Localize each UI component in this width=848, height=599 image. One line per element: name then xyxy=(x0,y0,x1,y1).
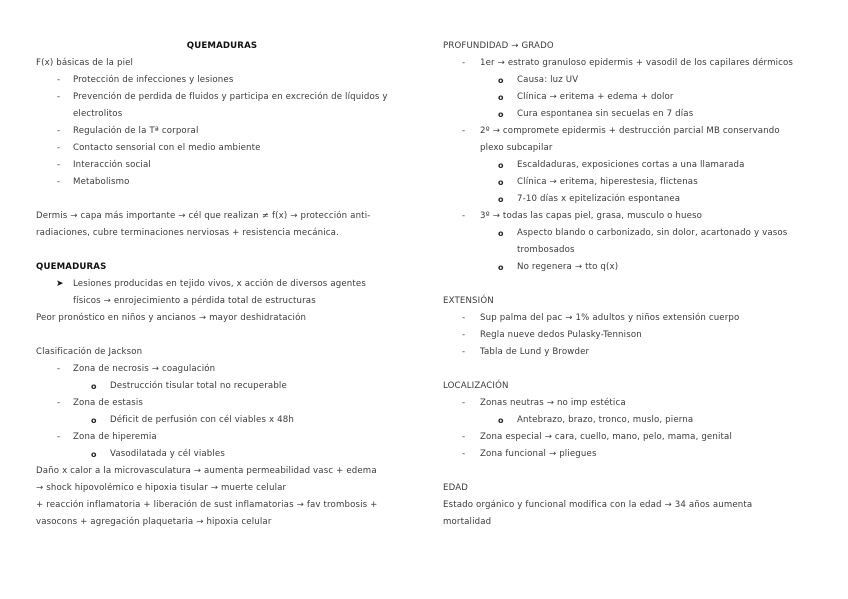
extension-item-2: - Regla nueve dedos Pulasky-Tennison xyxy=(443,327,815,344)
zona-estasis: - Zona de estasis xyxy=(36,395,408,412)
grado-2-clinica: o Clínica → eritema, hiperestesia, flictenas xyxy=(443,174,815,191)
extension-title: EXTENSIÓN xyxy=(443,296,494,306)
dano-line-2: → shock hipovolémico e hipoxia tisular → muerte celular xyxy=(36,483,287,493)
lesion-line-1: ➤ Lesiones producidas en tejido vivos, x acción de diversos agentes xyxy=(36,276,408,293)
grado-2-escaldaduras: o Escaldaduras, exposiciones cortas a una llamarada xyxy=(443,157,815,174)
grado-3-regenera: o No regenera → tto q(x) xyxy=(443,259,815,276)
right-column xyxy=(443,38,815,531)
grado-2-cont: plexo subcapilar xyxy=(480,143,553,153)
extension-item-1: - Sup palma del pac → 1% adultos y niños extensión cuerpo xyxy=(443,310,815,327)
fx-item-2: - Prevención de perdida de fluidos y participa en excreción de líquidos y xyxy=(36,89,408,106)
fx-item-3: - Regulación de la Tª corporal xyxy=(36,123,408,140)
extension-item-3: - Tabla de Lund y Browder xyxy=(443,344,815,361)
pronostico-line: Peor pronóstico en niños y ancianos → mayor deshidratación xyxy=(36,313,307,323)
grado-3: - 3º → todas las capas piel, grasa, musculo o hueso xyxy=(443,208,815,225)
zonas-neutras: - Zonas neutras → no imp estética xyxy=(443,395,815,412)
dermis-line-1: Dermis → capa más importante → cél que realizan ≠ f(x) → protección anti- xyxy=(36,211,371,221)
zona-hiperemia: - Zona de hiperemia xyxy=(36,429,408,446)
fx-item-5: - Interacción social xyxy=(36,157,408,174)
zona-hiperemia-sub: o Vasodilatada y cél viables xyxy=(36,446,408,463)
grado-3-aspecto-cont: trombosados xyxy=(517,245,575,255)
profundidad-title: PROFUNDIDAD → GRADO xyxy=(443,41,554,51)
zona-necrosis: - Zona de necrosis → coagulación xyxy=(36,361,408,378)
grado-1-clinica: o Clínica → eritema + edema + dolor xyxy=(443,89,815,106)
grado-1: - 1er → estrato granuloso epidermis + vasodil de los capilares dérmicos xyxy=(443,55,815,72)
fx-intro: F(x) básicas de la piel xyxy=(36,58,134,68)
fx-item-6: - Metabolismo xyxy=(36,174,408,191)
fx-item-1: - Protección de infecciones y lesiones xyxy=(36,72,408,89)
lesion-line-2: físicos → enrojecimiento a pérdida total de estructuras xyxy=(73,296,316,306)
grado-2-dias: o 7-10 días x epitelización espontanea xyxy=(443,191,815,208)
zona-funcional: - Zona funcional → pliegues xyxy=(443,446,815,463)
jackson-title: Clasificación de Jackson xyxy=(36,347,143,357)
dano-line-4: vasocons + agregación plaquetaria → hipoxia celular xyxy=(36,517,272,527)
grado-1-cura: o Cura espontanea sin secuelas en 7 días xyxy=(443,106,815,123)
edad-line-1: Estado orgánico y funcional modifica con la edad → 34 años aumenta xyxy=(443,500,753,510)
zona-estasis-sub: o Déficit de perfusión con cél viables x 48h xyxy=(36,412,408,429)
page-title: QUEMADURAS xyxy=(186,41,258,51)
fx-item-2-cont: electrolitos xyxy=(73,109,123,119)
edad-line-2: mortalidad xyxy=(443,517,492,527)
grado-1-causa: o Causa: luz UV xyxy=(443,72,815,89)
dermis-line-2: radiaciones, cubre terminaciones nerviosas + resistencia mecánica. xyxy=(36,228,339,238)
dano-line-1: Daño x calor a la microvasculatura → aumenta permeabilidad vasc + edema xyxy=(36,466,377,476)
grado-2: - 2º → compromete epidermis + destrucción parcial MB conservando xyxy=(443,123,815,140)
zona-especial: - Zona especial → cara, cuello, mano, pelo, mama, genital xyxy=(443,429,815,446)
left-column xyxy=(36,38,408,531)
zonas-neutras-sub: o Antebrazo, brazo, tronco, muslo, pierna xyxy=(443,412,815,429)
grado-3-aspecto: o Aspecto blando o carbonizado, sin dolor, acartonado y vasos xyxy=(443,225,815,242)
dano-line-3: + reacción inflamatoria + liberación de sust inflamatorias → fav trombosis + xyxy=(36,500,378,510)
zona-necrosis-sub: o Destrucción tisular total no recuperable xyxy=(36,378,408,395)
localizacion-title: LOCALIZACIÓN xyxy=(443,381,509,391)
fx-item-4: - Contacto sensorial con el medio ambiente xyxy=(36,140,408,157)
edad-title: EDAD xyxy=(443,483,468,493)
section-heading: QUEMADURAS xyxy=(36,262,107,272)
